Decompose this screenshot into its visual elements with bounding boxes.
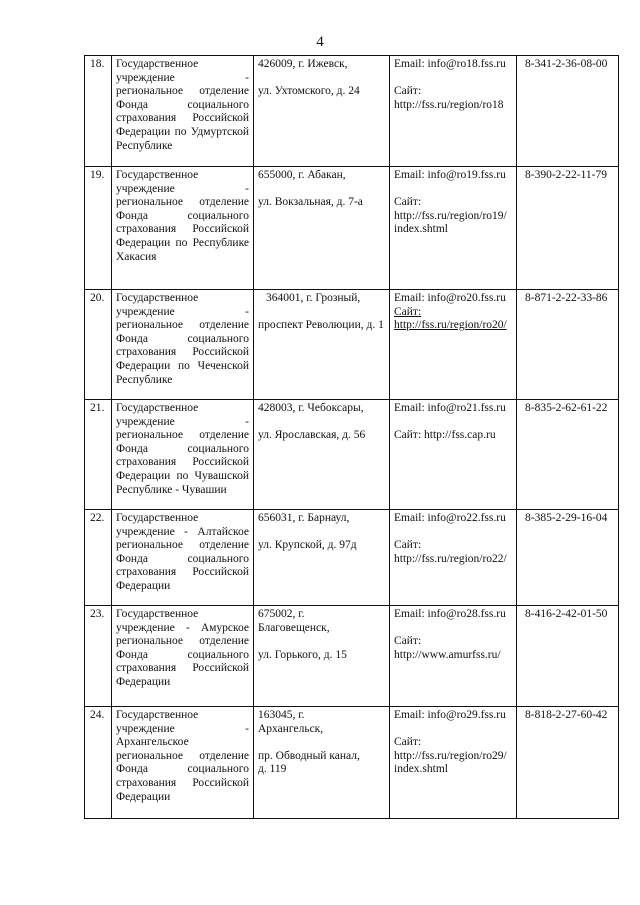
contact-cell xyxy=(390,400,517,510)
organization-name: Государственное учреждение - региональное отделение Фонда социального страхования Российской Федерации по Удмуртской Республике xyxy=(112,56,254,167)
row-number: 22. xyxy=(85,510,112,606)
row-number: 20. xyxy=(85,290,112,400)
site-link[interactable]: http://fss.cap.ru xyxy=(424,429,496,442)
email-text[interactable]: Email: info@ro22.fss.ru xyxy=(394,512,506,524)
table-row xyxy=(85,510,619,606)
site-link[interactable]: http://fss.ru/region/ro29/ index.shtml xyxy=(394,749,507,776)
contact-cell xyxy=(390,606,517,707)
organization-name: Государственное учреждение - Амурское региональное отделение Фонда социального страхования Российской Федерации xyxy=(112,606,254,707)
address-street: ул. Горького, д. 15 xyxy=(258,648,347,661)
address-cell xyxy=(254,56,390,167)
address-city: 428003, г. Чебоксары, xyxy=(258,402,364,414)
organization-name: Государственное учреждение - Алтайское региональное отделение Фонда социального страхования Российской Федерации xyxy=(112,510,254,606)
address-cell xyxy=(254,167,390,290)
address-street: ул. Крупской, д. 97д xyxy=(258,539,357,552)
row-number: 23. xyxy=(85,606,112,707)
address-cell xyxy=(254,606,390,707)
table-row xyxy=(85,56,619,167)
address-city: 163045, г. Архангельск, xyxy=(258,709,324,735)
site-link[interactable]: http://fss.ru/region/ro22/ xyxy=(394,552,507,565)
row-number: 21. xyxy=(85,400,112,510)
organization-name: Государственное учреждение - региональное отделение Фонда социального страхования Российской Федерации по Республике Хакасия xyxy=(112,167,254,290)
address-street: проспект Революции, д. 1 xyxy=(258,319,384,332)
address-cell xyxy=(254,510,390,606)
contact-cell xyxy=(390,707,517,819)
email-text[interactable]: Email: info@ro19.fss.ru xyxy=(394,169,506,181)
site-link[interactable]: http://www.amurfss.ru/ xyxy=(394,648,501,661)
address-street: ул. Ухтомского, д. 24 xyxy=(258,85,360,98)
phone-number: 8-818-2-27-60-42 xyxy=(517,707,619,819)
contact-cell xyxy=(390,510,517,606)
site-label: Сайт: xyxy=(394,85,422,98)
email-text[interactable]: Email: info@ro20.fss.ru xyxy=(394,292,506,304)
site-row xyxy=(394,429,512,443)
site-link[interactable]: http://fss.ru/region/ro19/ index.shtml xyxy=(394,209,507,236)
address-city: 655000, г. Абакан, xyxy=(258,169,346,181)
table-row xyxy=(85,167,619,290)
phone-number: 8-390-2-22-11-79 xyxy=(517,167,619,290)
site-label: Сайт: xyxy=(394,539,422,552)
address-cell xyxy=(254,290,390,400)
regional-offices-table xyxy=(84,55,619,819)
address-city: 364001, г. Грозный, xyxy=(266,292,361,304)
organization-name: Государственное учреждение - Архангельское региональное отделение Фонда социального страхования Российской Федерации xyxy=(112,707,254,819)
site-label: Сайт: xyxy=(394,736,422,749)
address-street: ул. Вокзальная, д. 7-а xyxy=(258,196,363,209)
email-text[interactable]: Email: info@ro29.fss.ru xyxy=(394,709,506,721)
table-row xyxy=(85,400,619,510)
address-street: пр. Обводный канал, д. 119 xyxy=(258,749,360,776)
site-label: Сайт: xyxy=(394,305,422,318)
email-text[interactable]: Email: info@ro18.fss.ru xyxy=(394,58,506,70)
address-cell xyxy=(254,707,390,819)
site-link[interactable]: http://fss.ru/region/ro18 xyxy=(394,98,504,111)
address-street: ул. Ярославская, д. 56 xyxy=(258,429,366,442)
site-label: Сайт: xyxy=(394,196,422,209)
phone-number: 8-871-2-22-33-86 xyxy=(517,290,619,400)
site-link[interactable]: http://fss.ru/region/ro20/ xyxy=(394,319,507,332)
email-text[interactable]: Email: info@ro21.fss.ru xyxy=(394,402,506,414)
row-number: 18. xyxy=(85,56,112,167)
row-number: 19. xyxy=(85,167,112,290)
site-label: Сайт: xyxy=(394,429,422,442)
phone-number: 8-835-2-62-61-22 xyxy=(517,400,619,510)
address-city: 426009, г. Ижевск, xyxy=(258,58,348,70)
organization-name: Государственное учреждение - региональное отделение Фонда социального страхования Российской Федерации по Чеченской Республике xyxy=(112,290,254,400)
contact-cell xyxy=(390,56,517,167)
page-number: 4 xyxy=(316,34,324,50)
address-city: 656031, г. Барнаул, xyxy=(258,512,350,524)
email-text[interactable]: Email: info@ro28.fss.ru xyxy=(394,608,506,620)
contact-cell xyxy=(390,290,517,400)
address-city: 675002, г. Благовещенск, xyxy=(258,608,330,634)
address-cell xyxy=(254,400,390,510)
table-row xyxy=(85,290,619,400)
site-label: Сайт: xyxy=(394,635,422,648)
table-row xyxy=(85,707,619,819)
organization-name: Государственное учреждение - региональное отделение Фонда социального страхования Российской Федерации по Чувашской Республике - Чувашии xyxy=(112,400,254,510)
phone-number: 8-416-2-42-01-50 xyxy=(517,606,619,707)
contact-cell xyxy=(390,167,517,290)
phone-number: 8-385-2-29-16-04 xyxy=(517,510,619,606)
table-row xyxy=(85,606,619,707)
phone-number: 8-341-2-36-08-00 xyxy=(517,56,619,167)
row-number: 24. xyxy=(85,707,112,819)
